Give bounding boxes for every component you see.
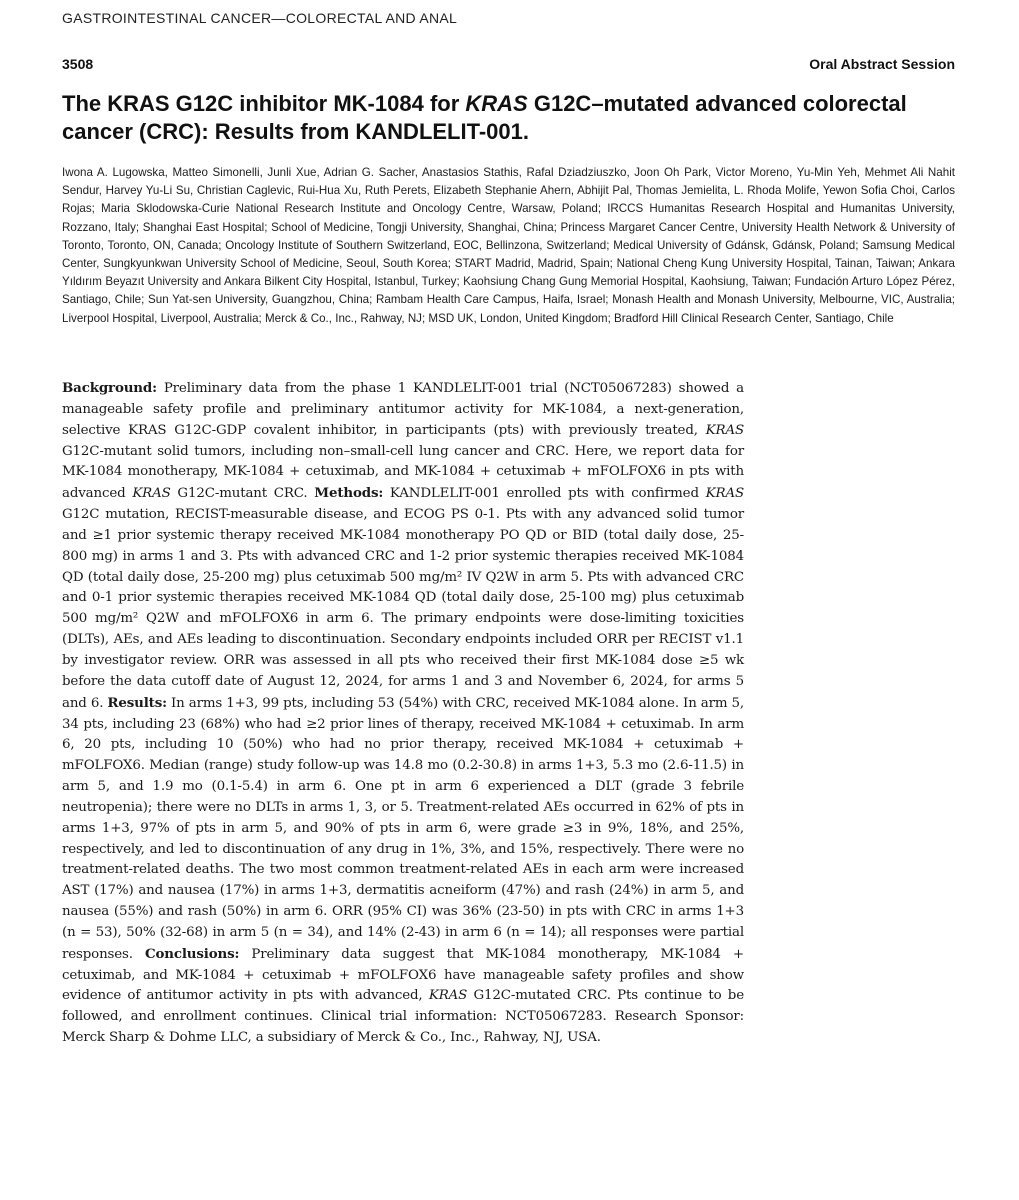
abstract-number: 3508 [62, 56, 94, 72]
results-label: Results: [107, 694, 167, 711]
abstract-body [62, 378, 744, 1049]
kras-italic-1: KRAS [705, 422, 744, 438]
results-text: In arms 1+3, 99 pts, including 53 (54%) with CRC, received MK-1084 alone. In arm 5, 34 pts, including 23 (68%) who had ≥2 prior lines of therapy, received MK-1084 + cetuximab. In arm 6, 20 pts, including 10 (50%) who had no prior therapy, received MK-1084 + cetuximab + mFOLFOX6. Median (range) study follow-up was 14.8 mo (0.2-30.8) in arms 1+3, 5.3 mo (2.6-11.5) in arm 5, and 1.9 mo (0.1-5.4) in arm 6. One pt in arm 6 experienced a DLT (grade 3 febrile neutropenia); there were no DLTs in arms 1, 3, or 5. Treatment-related AEs occurred in 62% of pts in arms 1+3, 97% of pts in arm 5, and 90% of pts in arm 6, were grade ≥3 in 9%, 18%, and 25%, respectively, and led to discontinuation of any drug in 1%, 3%, and 15%, respectively. There were no treatment-related deaths. The two most common treatment-related AEs in each arm were increased AST (17%) and nausea (17%) in arms 1+3, dermatitis acneiform (47%) and rash (24%) in arm 5, and nausea (55%) and rash (50%) in arm 6. ORR (95% CI) was 36% (23-50) in pts with CRC in arms 1+3 (n = 53), 50% (32-68) in arm 5 (n = 34), and 14% (2-43) in arm 6 (n = 14); all responses were partial responses. [62, 695, 744, 962]
conclusions-text-1: Preliminary data suggest that MK-1084 monotherapy, MK-1084 + cetuximab, and MK-1084 + cetuximab + mFOLFOX6 have manageable safety profiles and show evidence of antitumor activity in pts with advanced, [62, 946, 744, 1004]
methods-text-2: G12C mutation, RECIST-measurable disease, and ECOG PS 0-1. Pts with any advanced solid tumor and ≥1 prior systemic therapy received MK-1084 monotherapy PO QD or BID (total daily dose, 25-800 mg) in arms 1 and 3. Pts with advanced CRC and 1-2 prior systemic therapies received MK-1084 QD (total daily dose, 25-200 mg) plus cetuximab 500 mg/m² IV Q2W in arm 5. Pts with advanced CRC and 0-1 prior systemic therapies received MK-1084 QD (total daily dose, 25-100 mg) plus cetuximab 500 mg/m² Q2W and mFOLFOX6 in arm 6. The primary endpoints were dose-limiting toxicities (DLTs), AEs, and AEs leading to discontinuation. Secondary endpoints included ORR per RECIST v1.1 by investigator review. ORR was assessed in all pts who received their first MK-1084 dose ≥5 wk before the data cutoff date of August 12, 2024, for arms 1 and 3 and November 6, 2024, for arms 5 and 6. [62, 507, 744, 711]
abstract-title [62, 90, 962, 146]
kras-italic-2: KRAS [132, 486, 171, 502]
authors-affiliations: Iwona A. Lugowska, Matteo Simonelli, Junli Xue, Adrian G. Sacher, Anastasios Stathis, Rafal Dziadziuszko, Joon Oh Park, Victor Moreno, Yu-Min Yeh, Mehmet Ali Nahit Sendur, Harvey Yu-Li Su, Christian Caglevic, Rui-Hua Xu, Ruth Perets, Elizabeth Stephanie Ahern, Abhijit Pal, Thomas Jemielita, L. Rhoda Molife, Yewon Sofia Choi, Carlos Rojas; Maria Sklodowska-Curie National Research Institute and Oncology Centre, Warsaw, Poland; IRCCS Humanitas Research Hospital and Humanitas University, Rozzano, Italy; Shanghai East Hospital; School of Medicine, Tongji University, Shanghai, China; Princess Margaret Cancer Centre, University Health Network & University of Toronto, Toronto, ON, Canada; Oncology Institute of Southern Switzerland, EOC, Bellinzona, Switzerland; Medical University of Gdánsk, Gdánsk, Poland; Samsung Medical Center, Sungkyunkwan University School of Medicine, Seoul, South Korea; START Madrid, Madrid, Spain; National Cheng Kung University Hospital, Tainan, Taiwan; Ankara Yıldırım Beyazıt University and Ankara Bilkent City Hospital, Istanbul, Turkey; Kaohsiung Chang Gung Memorial Hospital, Kaohsiung, Taiwan; Fundación Arturo López Pérez, Santiago, Chile; Sun Yat-sen University, Guangzhou, China; Rambam Health Care Campus, Haifa, Israel; Monash Health and Monash University, Melbourne, VIC, Australia; Liverpool Hospital, Liverpool, Australia; Merck & Co., Inc., Rahway, NJ; MSD UK, London, United Kingdom; Bradford Hill Clinical Research Center, Santiago, Chile [62, 166, 955, 325]
session-label: Oral Abstract Session [809, 56, 955, 72]
background-text-3: G12C-mutant CRC. [170, 486, 315, 502]
methods-text-1: KANDLELIT-001 enrolled pts with confirmed [383, 486, 706, 502]
background-text-1: Preliminary data from the phase 1 KANDLELIT-001 trial (NCT05067283) showed a manageable safety profile and preliminary antitumor activity for MK-1084, a next-generation, selective KRAS G12C-GDP covalent inhibitor, in participants (pts) with previously treated, [62, 381, 744, 438]
kras-italic-3: KRAS [705, 486, 744, 502]
background-label: Background: [62, 380, 157, 396]
section-header: GASTROINTESTINAL CANCER—COLORECTAL AND ANAL [62, 10, 458, 26]
title-part-1: The KRAS G12C inhibitor MK-1084 for [62, 91, 466, 116]
conclusions-text-2: G12C-mutated CRC. Pts continue to be followed, and enrollment continues. Clinical trial information: NCT05067283. Research Sponsor: Merck Sharp & Dohme LLC, a subsidiary of Merck & Co., Inc., Rahway, NJ, USA. [62, 988, 744, 1046]
conclusions-label: Conclusions: [144, 945, 240, 962]
kras-italic-4: KRAS [428, 988, 468, 1004]
background-text-2: G12C-mutant solid tumors, including non–small-cell lung cancer and CRC. Here, we report data for MK-1084 monotherapy, MK-1084 + cetuximab, and MK-1084 + cetuximab + mFOLFOX6 in pts with advanced [62, 443, 744, 502]
methods-label: Methods: [314, 485, 384, 502]
title-part-2: G12C–mutated advanced colorectal cancer (CRC): Results from KANDLELIT-001. [62, 91, 907, 144]
title-gene-italic: KRAS [465, 91, 528, 116]
